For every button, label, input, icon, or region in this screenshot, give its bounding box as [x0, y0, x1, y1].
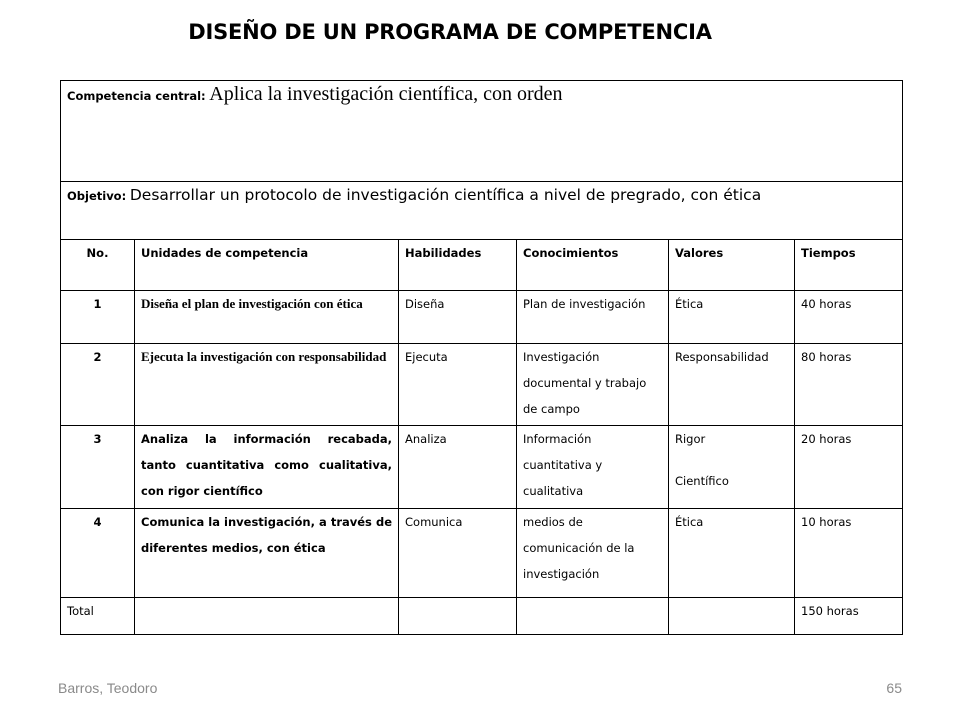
competencia-cell — [61, 81, 903, 182]
footer-author: Barros, Teodoro — [58, 680, 158, 696]
row-number: 4 — [61, 509, 135, 598]
unidad-cell: Ejecuta la investigación con responsabilidad — [135, 344, 399, 426]
tiempo-cell: 80 horas — [795, 344, 903, 426]
valor-line: Científico — [675, 474, 729, 488]
header-tiempos: Tiempos — [795, 240, 903, 291]
valor-cell: Responsabilidad — [669, 344, 795, 426]
competencia-row — [61, 81, 903, 182]
row-number: 3 — [61, 426, 135, 509]
valor-cell — [669, 426, 795, 509]
page-title: DISEÑO DE UN PROGRAMA DE COMPETENCIA — [188, 20, 712, 44]
conocimiento-cell: medios de comunicación de la investigación — [517, 509, 669, 598]
objetivo-value: Desarrollar un protocolo de investigación científica a nivel de pregrado, con ética — [129, 186, 762, 204]
table-row — [61, 426, 903, 509]
empty-cell — [135, 598, 399, 635]
habilidad-cell: Comunica — [399, 509, 517, 598]
valor-cell: Ética — [669, 291, 795, 344]
tiempo-cell: 20 horas — [795, 426, 903, 509]
unidad-cell: Diseña el plan de investigación con ética — [135, 291, 399, 344]
empty-cell — [399, 598, 517, 635]
total-row — [61, 598, 903, 635]
table-row — [61, 344, 903, 426]
total-tiempo: 150 horas — [795, 598, 903, 635]
header-conocimientos: Conocimientos — [517, 240, 669, 291]
header-no: No. — [61, 240, 135, 291]
total-label: Total — [61, 598, 135, 635]
competencia-value: Aplica la investigación científica, con orden — [209, 83, 563, 105]
row-number: 1 — [61, 291, 135, 344]
empty-cell — [669, 598, 795, 635]
competency-program-table — [60, 80, 903, 635]
row-number: 2 — [61, 344, 135, 426]
tiempo-cell: 40 horas — [795, 291, 903, 344]
tiempo-cell: 10 horas — [795, 509, 903, 598]
objetivo-row — [61, 182, 903, 240]
objetivo-cell — [61, 182, 903, 240]
table-row — [61, 509, 903, 598]
objetivo-label: Objetivo: — [67, 189, 127, 203]
page-number: 65 — [886, 680, 902, 696]
unidad-cell: Analiza la información recabada, tanto cuantitativa como cualitativa, con rigor científico — [135, 426, 399, 509]
conocimiento-cell: Información cuantitativa y cualitativa — [517, 426, 669, 509]
competencia-label: Competencia central: — [67, 89, 206, 103]
valor-cell: Ética — [669, 509, 795, 598]
table-row — [61, 291, 903, 344]
conocimiento-cell: Investigación documental y trabajo de campo — [517, 344, 669, 426]
table-header-row — [61, 240, 903, 291]
header-valores: Valores — [669, 240, 795, 291]
conocimiento-cell: Plan de investigación — [517, 291, 669, 344]
empty-cell — [517, 598, 669, 635]
habilidad-cell: Ejecuta — [399, 344, 517, 426]
valor-line: Rigor — [675, 432, 706, 446]
header-habilidades: Habilidades — [399, 240, 517, 291]
habilidad-cell: Analiza — [399, 426, 517, 509]
unidad-cell: Comunica la investigación, a través de diferentes medios, con ética — [135, 509, 399, 598]
header-unidades: Unidades de competencia — [135, 240, 399, 291]
habilidad-cell: Diseña — [399, 291, 517, 344]
